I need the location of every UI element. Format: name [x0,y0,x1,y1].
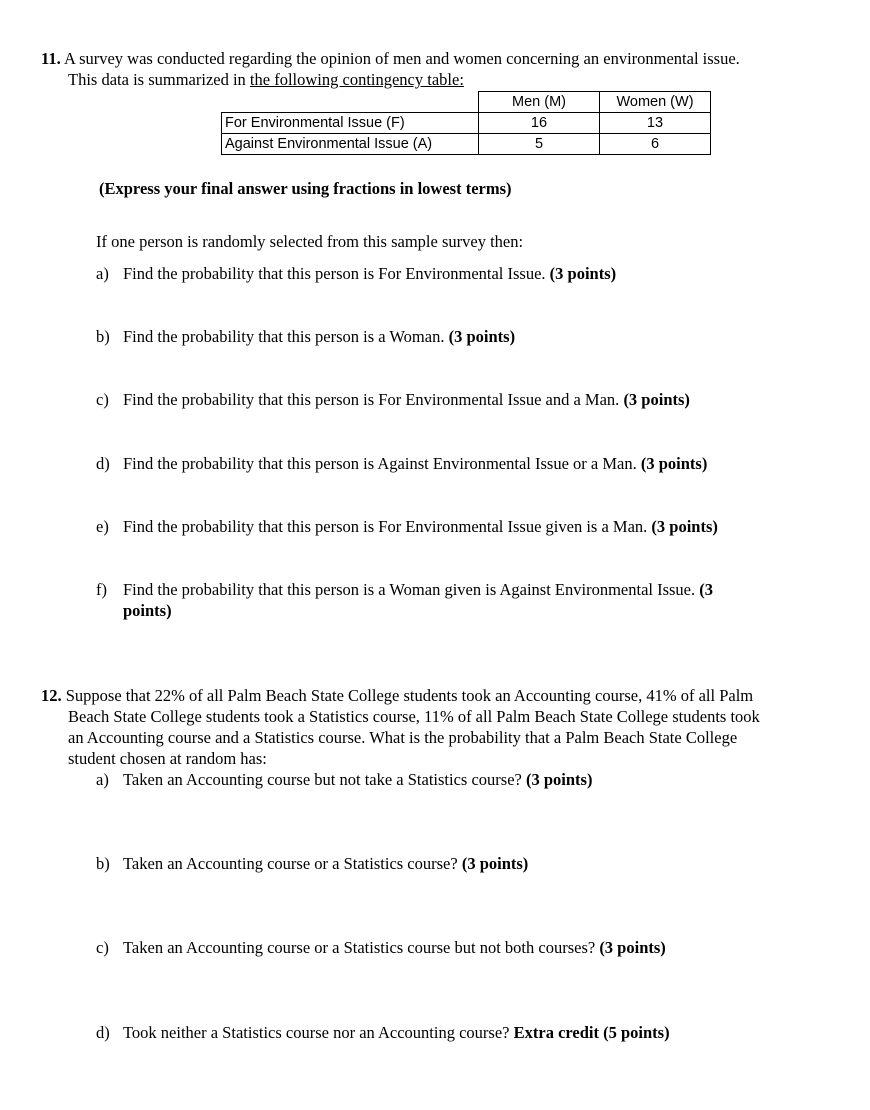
q11-intro-line2 [68,70,464,90]
part-text: Find the probability that this person is Against Environmental Issue or a Man. [123,454,637,473]
part-label: c) [96,938,109,957]
q12-intro-line2: Beach State College students took a Statistics course, 11% of all Palm Beach State College students took [68,707,760,726]
part-points-line2: points) [123,601,172,620]
part-label: b) [96,854,110,873]
part-text: Took neither a Statistics course nor an Accounting course? [123,1023,510,1042]
q11-intro-text: A survey was conducted regarding the opinion of men and women concerning an environmental issue. [63,49,740,68]
part-points: (3 points) [623,390,690,409]
part-label: e) [96,517,109,536]
table-header-row [222,92,711,113]
part-text: Find the probability that this person is a Woman. [123,327,445,346]
table-row [222,134,711,155]
table-row [222,113,711,134]
part-label: f) [96,580,107,599]
part-text: Find the probability that this person is For Environmental Issue and a Man. [123,390,620,409]
cell-for-men: 16 [479,113,600,134]
cell-against-men: 5 [479,134,600,155]
q11-prompt: If one person is randomly selected from this sample survey then: [96,232,524,251]
part-text: Find the probability that this person is a Woman given is Against Environmental Issue. [123,580,696,599]
col-header-women: Women (W) [600,92,711,113]
q12-intro-line3: an Accounting course and a Statistics course. What is the probability that a Palm Beach State College [68,728,738,747]
q11-intro-line1 [41,49,740,69]
part-points: (3 points) [640,454,708,473]
q12-intro-text: Suppose that 22% of all Palm Beach State College students took an Accounting course, 41% of all Palm [65,686,754,705]
part-label: c) [96,390,109,409]
part-points-line1: (3 [699,580,714,599]
row-label-for: For Environmental Issue (F) [222,113,479,134]
col-header-men: Men (M) [479,92,600,113]
part-label: d) [96,454,110,473]
part-text: Taken an Accounting course or a Statistics course? [123,854,458,873]
part-points: (3 points) [525,770,593,789]
contingency-table [221,91,711,155]
cell-for-women: 13 [600,113,711,134]
part-points: (3 points) [599,938,666,957]
cell-against-women: 6 [600,134,711,155]
q12-number: 12. [41,686,62,705]
q11-instruction: (Express your final answer using fractions in lowest terms) [99,179,512,198]
part-label: a) [96,264,109,283]
part-points: (3 points) [549,264,617,283]
q11-intro-line2-plain: This data is summarized in [68,70,250,89]
part-label: a) [96,770,109,789]
table-corner [222,92,479,113]
part-points: (3 points) [651,517,718,536]
part-text: Taken an Accounting course or a Statistics course but not both courses? [123,938,596,957]
part-text: Find the probability that this person is For Environmental Issue. [123,264,546,283]
part-label: d) [96,1023,110,1042]
q12-intro-line4: student chosen at random has: [68,749,267,768]
row-label-against: Against Environmental Issue (A) [222,134,479,155]
part-text: Taken an Accounting course but not take a Statistics course? [123,770,522,789]
q11-number: 11. [41,49,61,68]
q11-intro-line2-underlined: the following contingency table: [249,70,464,89]
part-points: (3 points) [448,327,516,346]
q12-intro-line1 [41,686,753,706]
part-points: (3 points) [461,854,529,873]
part-label: b) [96,327,110,346]
part-text: Find the probability that this person is For Environmental Issue given is a Man. [123,517,648,536]
part-points: Extra credit (5 points) [513,1023,670,1042]
